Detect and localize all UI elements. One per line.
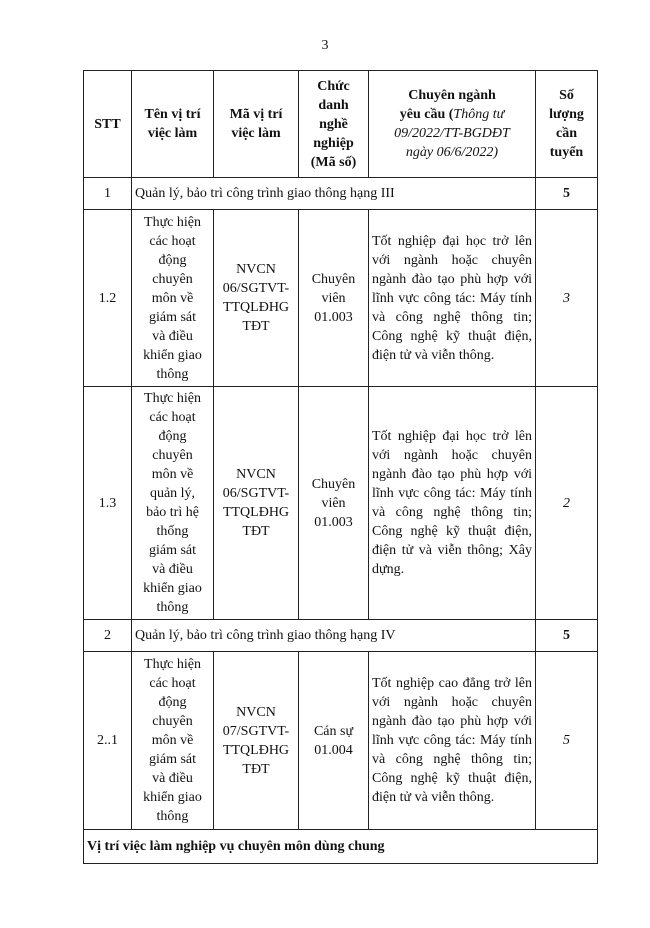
- row-count: 5: [536, 652, 598, 830]
- row-job-title: Chuyên viên 01.003: [299, 387, 369, 620]
- group-stt: 2: [84, 620, 132, 652]
- header-quantity: Số lượng cần tuyển: [536, 71, 598, 178]
- row-requirements: Tốt nghiệp đại học trở lên với ngành hoặc chuyên ngành đào tạo phù hợp với lĩnh vực công tác: Máy tính và công nghệ thông tin; Công nghệ kỹ thuật điện, điện tử và viễn thông.: [369, 210, 536, 387]
- header-position-name: Tên vị trí việc làm: [132, 71, 214, 178]
- page-number: 3: [321, 38, 329, 53]
- group-count: 5: [536, 620, 598, 652]
- group-title: Quản lý, bảo trì công trình giao thông hạng IV: [132, 620, 536, 652]
- row-position-code: NVCN 06/SGTVT- TTQLĐHG TĐT: [214, 387, 299, 620]
- table-row: [84, 652, 598, 830]
- header-job-title: Chức danh nghề nghiệp (Mã số): [299, 71, 369, 178]
- row-job-title: Chuyên viên 01.003: [299, 210, 369, 387]
- header-major-title: Chuyên ngành: [408, 88, 496, 103]
- group-stt: 1: [84, 178, 132, 210]
- header-position-code: Mã vị trí việc làm: [214, 71, 299, 178]
- row-position-name: Thực hiện các hoạt động chuyên môn về giám sát và điều khiển giao thông: [132, 652, 214, 830]
- row-position-name: Thực hiện các hoạt động chuyên môn về giám sát và điều khiển giao thông: [132, 210, 214, 387]
- row-requirements: Tốt nghiệp đại học trở lên với ngành hoặc chuyên ngành đào tạo phù hợp với lĩnh vực công tác: Máy tính và công nghệ thông tin; Công nghệ kỹ thuật điện, điện tử và viễn thông; Xây dựng.: [369, 387, 536, 620]
- row-count: 2: [536, 387, 598, 620]
- row-stt: 2..1: [84, 652, 132, 830]
- header-row: [84, 71, 598, 178]
- footer-section-title: Vị trí việc làm nghiệp vụ chuyên môn dùng chung: [84, 830, 598, 864]
- recruitment-table: [83, 70, 598, 864]
- row-position-name: Thực hiện các hoạt động chuyên môn về quản lý, bảo trì hệ thống giám sát và điều khiển giao thông: [132, 387, 214, 620]
- row-position-code: NVCN 07/SGTVT- TTQLĐHG TĐT: [214, 652, 299, 830]
- row-stt: 1.2: [84, 210, 132, 387]
- row-job-title: Cán sự 01.004: [299, 652, 369, 830]
- header-stt: STT: [84, 71, 132, 178]
- table-row: [84, 210, 598, 387]
- row-count: 3: [536, 210, 598, 387]
- header-major-reference: Thông tư 09/2022/TT-BGDĐT ngày 06/6/2022): [394, 107, 510, 160]
- table-row: [84, 387, 598, 620]
- row-stt: 1.3: [84, 387, 132, 620]
- footer-row: [84, 830, 598, 864]
- group-title: Quản lý, bảo trì công trình giao thông hạng III: [132, 178, 536, 210]
- row-requirements: Tốt nghiệp cao đẳng trở lên với ngành hoặc chuyên ngành đào tạo phù hợp với lĩnh vực công tác: Máy tính và công nghệ thông tin; Công nghệ kỹ thuật điện, điện tử và viễn thông.: [369, 652, 536, 830]
- group-row-2: [84, 620, 598, 652]
- group-row-1: [84, 178, 598, 210]
- group-count: 5: [536, 178, 598, 210]
- row-position-code: NVCN 06/SGTVT- TTQLĐHG TĐT: [214, 210, 299, 387]
- header-major-required: yêu cầu (: [399, 107, 454, 122]
- header-major: [369, 71, 536, 178]
